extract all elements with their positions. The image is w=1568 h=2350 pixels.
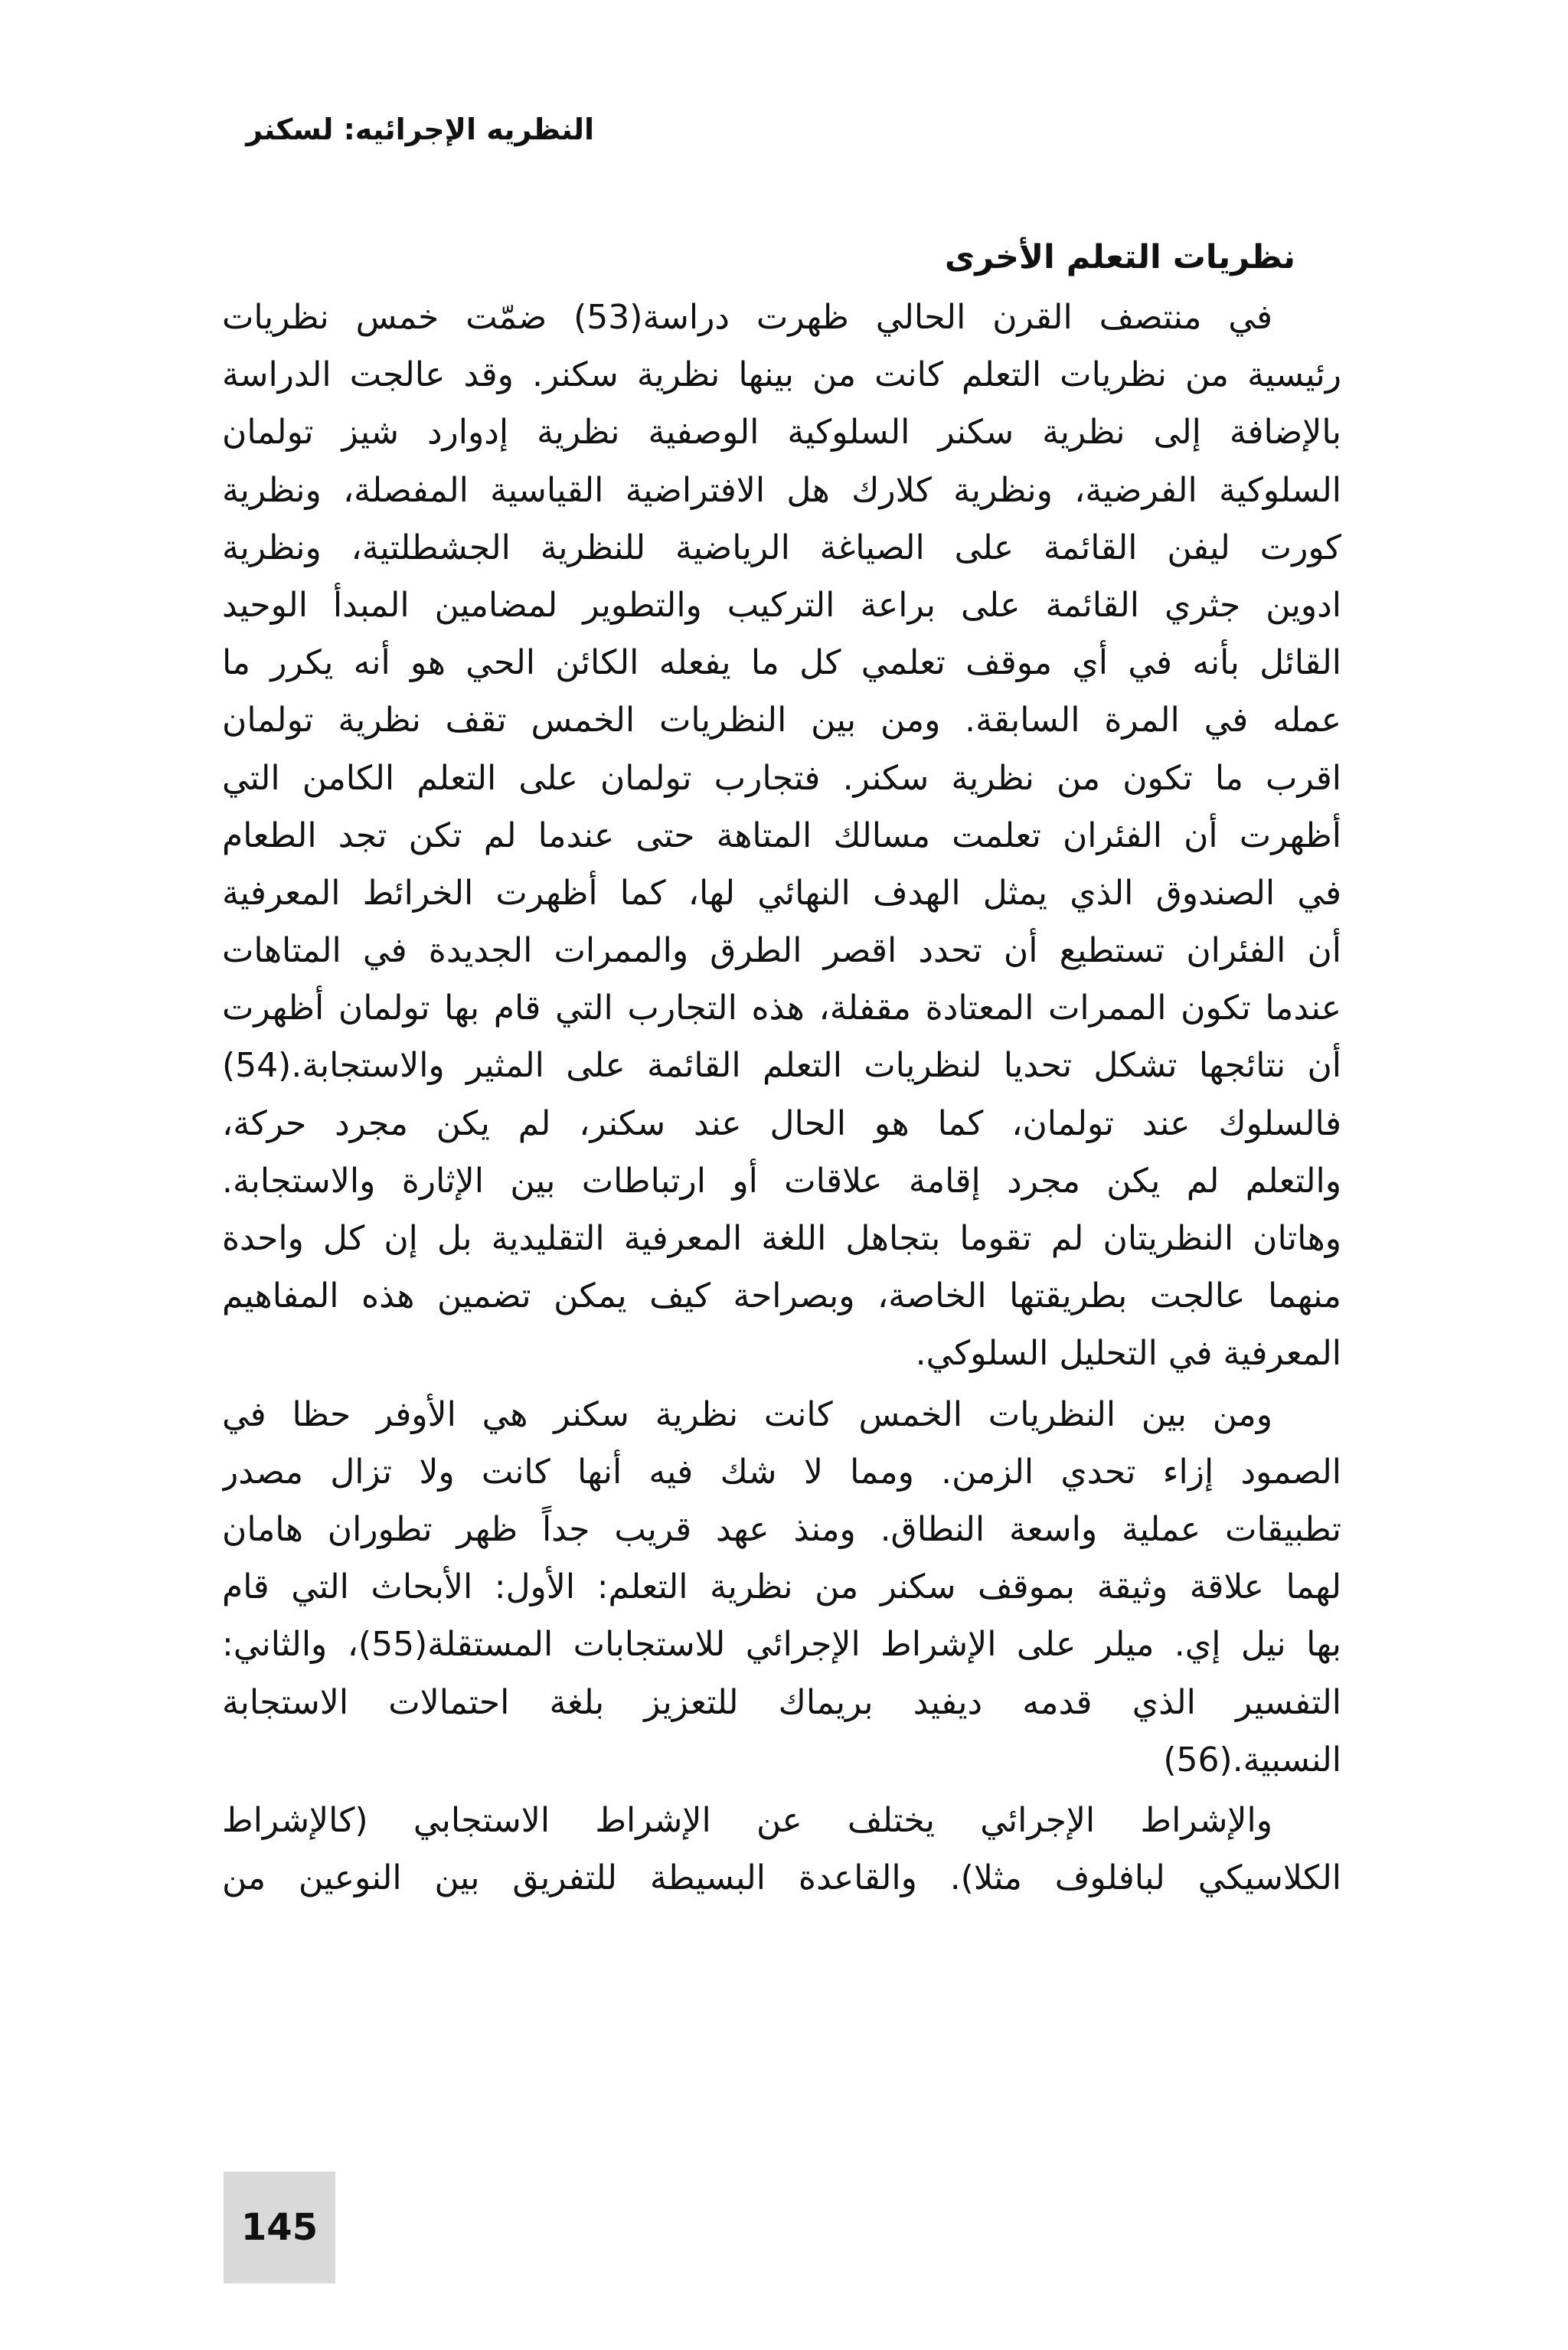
text-line: التفسير الذي قدمه ديفيد بريماك للتعزيز بلغة احتمالات الاستجابة — [222, 1682, 1341, 1722]
paragraph-2 — [222, 1386, 1341, 1789]
text-line: الصمود إزاء تحدي الزمن. ومما لا شك فيه أنها كانت ولا تزال مصدر — [222, 1452, 1341, 1492]
text-line: ومن بين النظريات الخمس كانت نظرية سكنر هي الأوفر حظا في — [222, 1394, 1272, 1434]
text-line: المعرفية في التحليل السلوكي. — [915, 1334, 1341, 1374]
running-head: النظريه الإجرائيه: لسكنر — [246, 113, 594, 146]
text-line: فالسلوك عند تولمان، كما هو الحال عند سكنر، لم يكن مجرد حركة، — [222, 1103, 1341, 1143]
text-line: ادوين جثري القائمة على براعة التركيب والتطوير لمضامين المبدأ الوحيد — [222, 585, 1341, 625]
text-line: عمله في المرة السابقة. ومن بين النظريات الخمس تقف نظرية تولمان — [222, 701, 1341, 740]
text-line: أن نتائجها تشكل تحديا لنظريات التعلم القائمة على المثير والاستجابة.(54) — [222, 1046, 1341, 1086]
text-line: تطبيقات عملية واسعة النطاق. ومنذ عهد قريب جداً ظهر تطوران هامان — [222, 1509, 1341, 1549]
text-line: منهما عالجت بطريقتها الخاصة، وبصراحة كيف يمكن تضمين هذه المفاهيم — [222, 1276, 1341, 1316]
text-line: كورت ليفن القائمة على الصياغة الرياضية للنظرية الجشطلتية، ونظرية — [222, 528, 1341, 567]
text-line: القائل بأنه في أي موقف تعلمي كل ما يفعله الكائن الحي هو أنه يكرر ما — [222, 643, 1341, 683]
text-line: أظهرت أن الفئران تعلمت مسالك المتاهة حتى عندما لم تكن تجد الطعام — [222, 815, 1341, 855]
text-line: بالإضافة إلى نظرية سكنر السلوكية الوصفية نظرية إدوارد شيز تولمان — [222, 413, 1341, 453]
text-line: في منتصف القرن الحالي ظهرت دراسة(53) ضمّت خمس نظريات — [222, 298, 1272, 337]
text-line: النسبية.(56) — [1163, 1740, 1341, 1780]
text-line: والتعلم لم يكن مجرد إقامة علاقات أو ارتباطات بين الإثارة والاستجابة. — [222, 1161, 1341, 1201]
text-line: بها نيل إي. ميلر على الإشراط الإجرائي للاستجابات المستقلة(55)، والثاني: — [222, 1625, 1341, 1665]
text-line: أن الفئران تستطيع أن تحدد اقصر الطرق والممرات الجديدة في المتاهات — [222, 931, 1341, 971]
text-line: اقرب ما تكون من نظرية سكنر. فتجارب تولمان على التعلم الكامن التي — [222, 758, 1341, 798]
text-line: الكلاسيكي لبافلوف مثلا). والقاعدة البسيطة للتفريق بين النوعين من — [222, 1858, 1341, 1898]
text-line: لهما علاقة وثيقة بموقف سكنر من نظرية التعلم: الأول: الأبحاث التي قام — [222, 1567, 1341, 1607]
page-number-box — [224, 2172, 335, 2283]
text-line: والإشراط الإجرائي يختلف عن الإشراط الاستجابي (كالإشراط — [222, 1800, 1272, 1840]
section-title: نظريات التعلم الأخرى — [944, 238, 1295, 276]
text-line: وهاتان النظريتان لم تقوما بتجاهل اللغة المعرفية التقليدية بل إن كل واحدة — [222, 1219, 1341, 1258]
page-number: 145 — [240, 2206, 318, 2249]
page-body — [222, 226, 1341, 1907]
text-line: عندما تكون الممرات المعتادة مقفلة، هذه التجارب التي قام بها تولمان أظهرت — [222, 989, 1341, 1028]
text-line: رئيسية من نظريات التعلم كانت من بينها نظرية سكنر. وقد عالجت الدراسة — [222, 355, 1341, 395]
text-line: السلوكية الفرضية، ونظرية كلارك هل الافتراضية القياسية المفصلة، ونظرية — [222, 470, 1341, 510]
text-line: في الصندوق الذي يمثل الهدف النهائي لها، كما أظهرت الخرائط المعرفية — [222, 873, 1341, 913]
paragraph-1 — [222, 289, 1341, 1383]
paragraph-3 — [222, 1792, 1341, 1907]
